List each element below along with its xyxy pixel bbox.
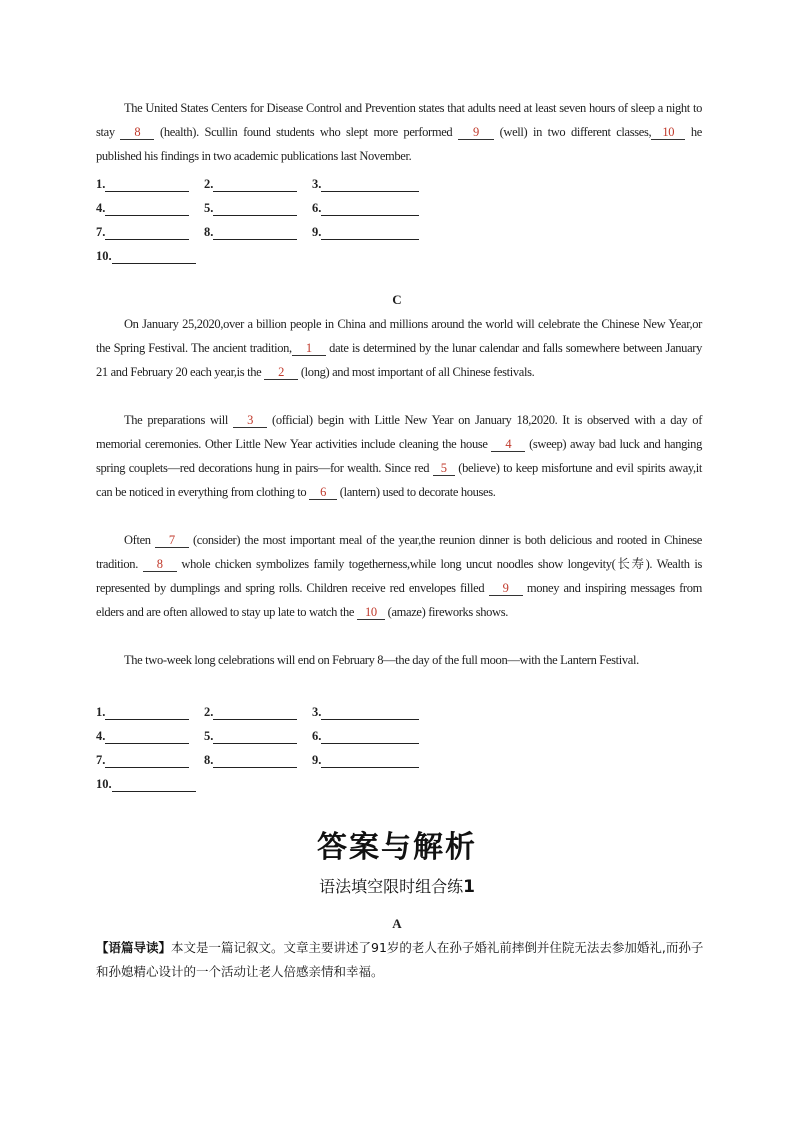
answer-slot[interactable]: 1.: [96, 177, 204, 192]
answer-slot[interactable]: 10.: [96, 777, 196, 792]
answer-slot[interactable]: 3.: [312, 705, 432, 720]
answers-title: 答案与解析: [317, 830, 477, 865]
blank-2[interactable]: 2: [264, 365, 298, 380]
answer-slot[interactable]: 4.: [96, 729, 204, 744]
answer-slot[interactable]: 2.: [204, 705, 312, 720]
passage-b-last-paragraph: [96, 96, 702, 168]
blank-10[interactable]: 10: [357, 605, 385, 620]
blank-9[interactable]: 9: [458, 125, 494, 140]
answer-grid-c: [96, 696, 432, 792]
answer-slot[interactable]: 10.: [96, 249, 196, 264]
answers-subtitle: 语法填空限时组合练1: [319, 877, 475, 897]
answer-grid-b: [96, 168, 432, 264]
blank-5[interactable]: 5: [433, 461, 455, 476]
text: The United States Centers for Disease Control and Prevention states that adults need at least seven hours of sleep a night to stay: [96, 101, 702, 139]
answer-slot[interactable]: 2.: [204, 177, 312, 192]
answer-slot[interactable]: 5.: [204, 201, 312, 216]
answer-slot[interactable]: 6.: [312, 729, 432, 744]
blank-6[interactable]: 6: [309, 485, 337, 500]
section-letter-c: C: [392, 292, 402, 307]
blank-9[interactable]: 9: [489, 581, 523, 596]
text: (well) in two different classes,: [493, 125, 652, 139]
answer-slot[interactable]: 9.: [312, 225, 432, 240]
blank-7[interactable]: 7: [155, 533, 189, 548]
answer-slot[interactable]: 1.: [96, 705, 204, 720]
text: he published his findings in two academic publications last November.: [96, 125, 703, 163]
answer-slot[interactable]: 4.: [96, 201, 204, 216]
answer-slot[interactable]: 6.: [312, 201, 432, 216]
blank-4[interactable]: 4: [491, 437, 525, 452]
blank-3[interactable]: 3: [233, 413, 267, 428]
passage-c-paragraph-4: The two-week long celebrations will end on February 8—the day of the full moon—with the Lantern Festival.: [124, 653, 639, 667]
answer-slot[interactable]: 3.: [312, 177, 432, 192]
answer-slot[interactable]: 5.: [204, 729, 312, 744]
reading-guide: 【语篇导读】本文是一篇记叙文。文章主要讲述了91岁的老人在孙子婚礼前摔倒并住院无法去参加婚礼,而孙子和孙媳精心设计的一个活动让老人倍感亲情和幸福。: [96, 940, 704, 979]
section-letter-a: A: [392, 916, 402, 931]
blank-8[interactable]: 8: [120, 125, 154, 140]
answer-slot[interactable]: 7.: [96, 225, 204, 240]
blank-10[interactable]: 10: [651, 125, 685, 140]
answer-slot[interactable]: 8.: [204, 225, 312, 240]
passage-c-paragraph-2: The preparations will 3 (official) begin with Little New Year on January 18,2020. It is observed with a day of memorial ceremonies. Other Little New Year activities include cleaning the house 4 (sweep) away bad luck and hanging spring couplets—red decorations hung in pairs—for wealth. Since red 5 (believe) to keep misfortune and evil spirits away,it can be noticed in everything from clothing to 6 (lantern) used to decorate houses.: [96, 413, 703, 499]
answer-slot[interactable]: 7.: [96, 753, 204, 768]
answer-slot[interactable]: 9.: [312, 753, 432, 768]
passage-c-paragraph-3: Often 7 (consider) the most important meal of the year,the reunion dinner is both delicious and rooted in Chinese tradition. 8 whole chicken symbolizes family togetherness,while long uncut noodles show longevity(长寿). Wealth is represented by dumplings and spring rolls. Children receive red envelopes filled 9 money and inspiring messages from elders and are often allowed to stay up late to watch the 10 (amaze) fireworks shows.: [96, 533, 702, 619]
blank-1[interactable]: 1: [292, 341, 326, 356]
answer-slot[interactable]: 8.: [204, 753, 312, 768]
blank-8[interactable]: 8: [143, 557, 177, 572]
text: (health). Scullin found students who slept more performed: [154, 125, 458, 139]
passage-c-paragraph-1: On January 25,2020,over a billion people in China and millions around the world will celebrate the Chinese New Year,or the Spring Festival. The ancient tradition, 1 date is determined by the lunar calendar and falls somewhere between January 21 and February 20 each year,is the 2 (long) and most important of all Chinese festivals.: [96, 317, 702, 379]
